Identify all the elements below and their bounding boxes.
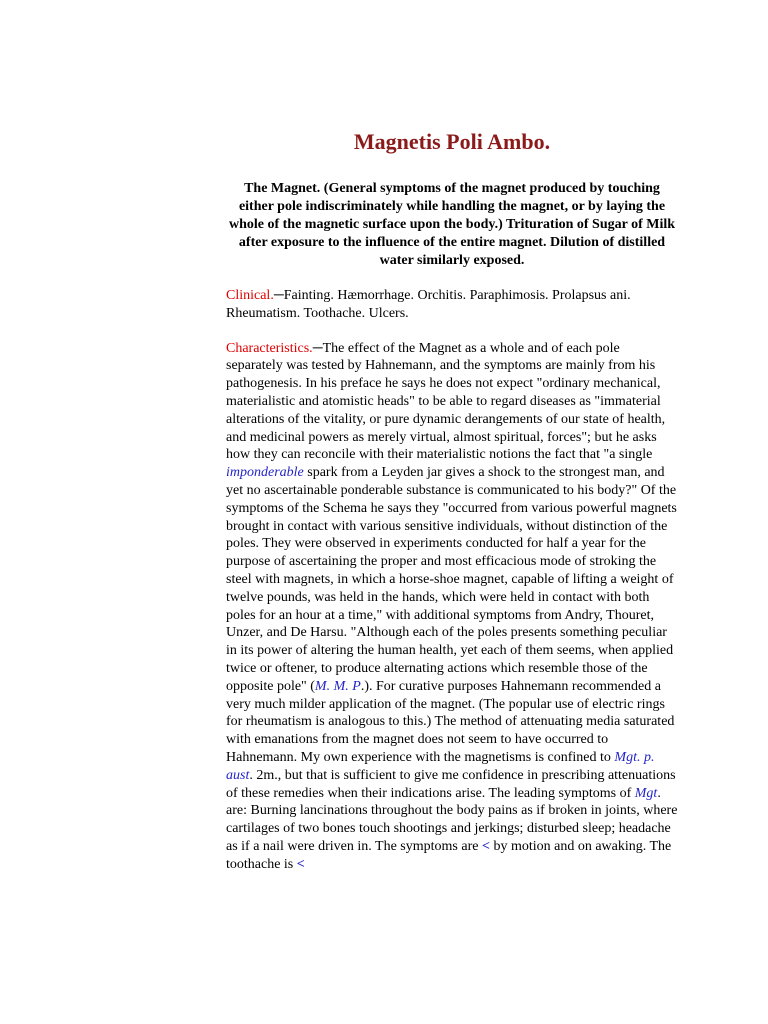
characteristics-text-2: spark from a Leyden jar gives a shock to the strongest man, and yet no ascertainable ponderable substance is communicated to his body?" Of the symptoms of the Schema he says they "occurred from various powerful magnets brought in contact with various sensitive individuals, without distinction of the poles. They were observed in experiments conducted for half a year for the purpose of ascertaining the proper and most efficacious mode of stroking the steel with magnets, in which a horse-shoe magnet, capable of lifting a weight of twelve pounds, was held in the hands, which were held in contact with both poles for an hour at a time," with additional symptoms from Andry, Thouret, Unzer, and De Harsu. "Although each of the poles presents something peculiar in its power of altering the human health, yet each of them seems, when applied twice or oftener, to produce alternating actions which resemble those of the opposite pole" ( bbox=[226, 465, 677, 694]
characteristics-text-3: .). For curative purposes Hahnemann recommended a very much milder application of the magnet. (The popular use of electric rings for rheumatism is analogous to this.) The method of attenuating media saturated with emanations from the magnet does not seem to have occurred to Hahnemann. My own experience with the magnetisms is confined to bbox=[226, 678, 675, 765]
mgt-p-aust-link[interactable]: Mgt. p. aust bbox=[226, 749, 655, 783]
characteristics-paragraph bbox=[226, 340, 678, 874]
imponderable-link[interactable]: imponderable bbox=[226, 465, 304, 481]
characteristics-text-4: . 2m., but that is sufficient to give me confidence in prescribing attenuations of these remedies when their indications arise. The leading symptoms of bbox=[226, 767, 676, 801]
mmp-link[interactable]: M. M. P bbox=[314, 678, 361, 694]
clinical-dash: ─ bbox=[273, 288, 284, 303]
clinical-label: Clinical. bbox=[226, 288, 274, 303]
clinical-text: Fainting. Hæmorrhage. Orchitis. Paraphimosis. Prolapsus ani. Rheumatism. Toothache. Ulcers. bbox=[226, 288, 631, 321]
characteristics-label: Characteristics. bbox=[226, 340, 313, 356]
characteristics-text-1: The effect of the Magnet as a whole and of each pole separately was tested by Hahnemann, and the symptoms are mainly from his pathogenesis. In his preface he says he does not expect "ordinary mechanical, materialistic and atomistic heads" to be able to regard diseases as "immaterial alterations of the vitality, or pure dynamic derangements of our state of health, and medicinal powers as merely virtual, almost spiritual, forces"; but he asks how they can reconcile with their materialistic notions the fact that "a single bbox=[226, 340, 666, 463]
characteristics-text-5: . are: Burning lancinations throughout the body pains as if broken in joints, where cartilages of two bones touch shootings and jerkings; disturbed sleep; headache as if a nail were driven in. The symptoms are bbox=[226, 785, 678, 854]
page-title: Magnetis Poli Ambo. bbox=[353, 129, 551, 154]
characteristics-text-6: by motion and on awaking. The toothache is bbox=[226, 838, 672, 872]
document-page bbox=[226, 126, 678, 891]
aggravation-symbol-1[interactable]: < bbox=[481, 838, 490, 854]
aggravation-symbol-2[interactable]: < bbox=[296, 856, 305, 872]
clinical-paragraph bbox=[226, 287, 678, 323]
mgt-link[interactable]: Mgt bbox=[634, 785, 658, 801]
characteristics-dash: ─ bbox=[312, 340, 323, 356]
intro-paragraph: The Magnet. (General symptoms of the magnet produced by touching either pole indiscriminately while handling the magnet, or by laying the whole of the magnetic surface upon the body.) Trituration of Sugar of Milk after exposure to the influence of the entire magnet. Dilution of distilled water similarly exposed. bbox=[228, 181, 676, 268]
